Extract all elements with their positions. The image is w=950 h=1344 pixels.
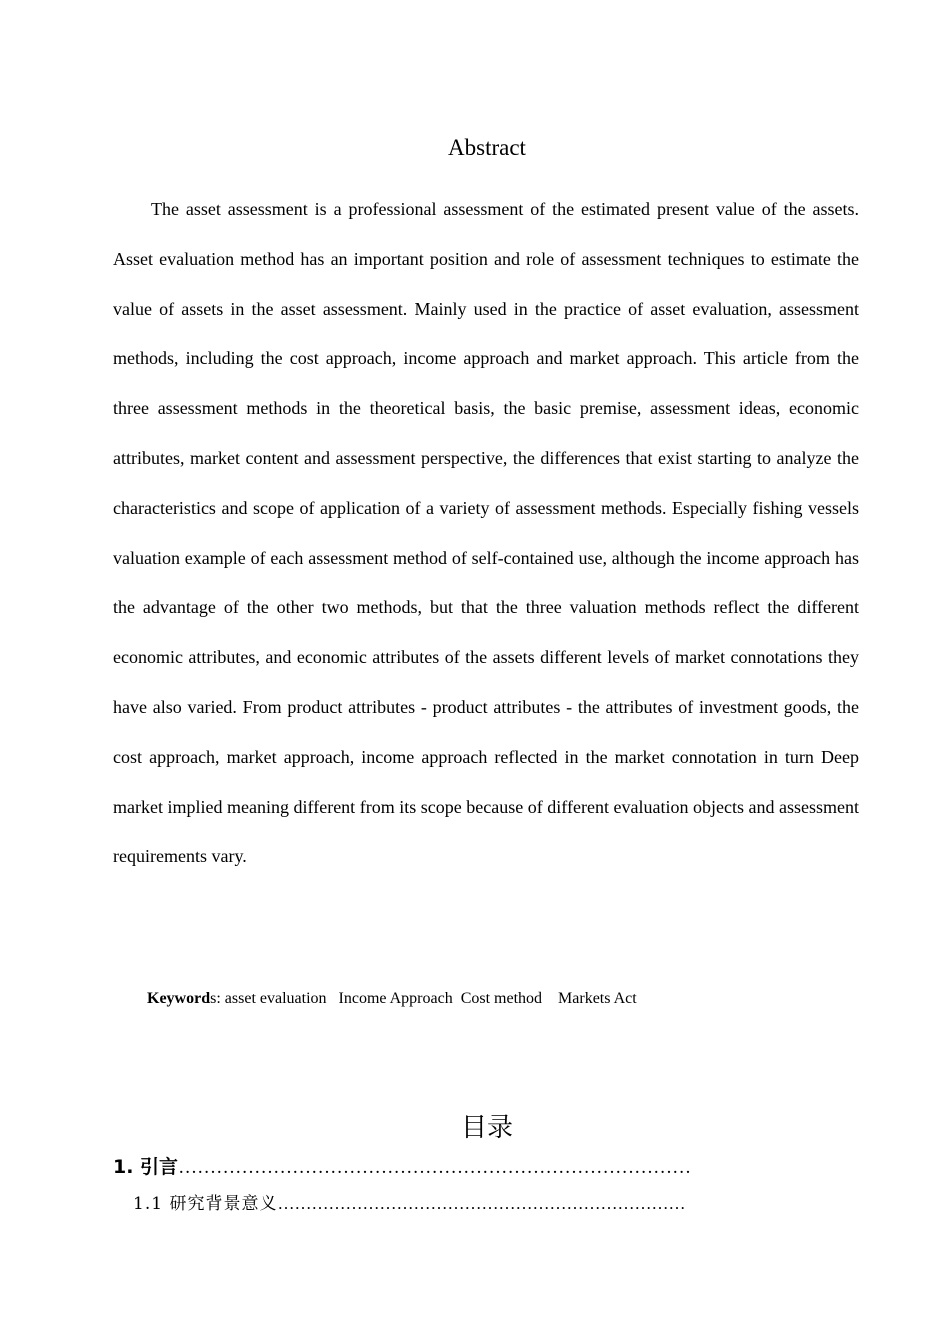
toc-entry-1[interactable] [113, 1153, 691, 1182]
abstract-heading: Abstract [448, 135, 526, 160]
keywords-label-suffix: s: [210, 990, 225, 1007]
toc-entry-1-1[interactable] [133, 1191, 685, 1217]
toc-entry-leader: ……………………………………………………………… [277, 1194, 686, 1213]
abstract-body: The asset assessment is a professional assessment of the estimated present value of the assets. Asset evaluation method has an important position and role of assessment techniques to estimate the value of assets in the asset assessment. Mainly used in the practice of asset evaluation, assessment methods, including the cost approach, income approach and market approach. This article from the three assessment methods in the theoretical basis, the basic premise, assessment ideas, economic attributes, market content and assessment perspective, the differences that exist starting to analyze the characteristics and scope of application of a variety of assessment methods. Especially fishing vessels valuation example of each assessment method of self-contained use, although the income approach has the advantage of the other two methods, but that the three valuation methods reflect the different economic attributes, and economic attributes of the assets different levels of market connotations they have also varied. From product attributes - product attributes - the attributes of investment goods, the cost approach, market approach, income approach reflected in the market connotation in turn Deep market implied meaning different from its scope because of different evaluation objects and assessment requirements vary. [113, 199, 859, 867]
toc-entry-leader: ……………………………………………………………………… [178, 1157, 692, 1178]
keywords-label-bold: Keyword [147, 990, 211, 1007]
keywords-line [147, 988, 637, 1010]
toc-entry-label: 1.1 研究背景意义 [133, 1194, 278, 1214]
toc-entry-label: 1. 引言 [113, 1156, 179, 1178]
toc-heading: 目录 [460, 1113, 513, 1142]
keywords-items: asset evaluation Income Approach Cost method Markets Act [224, 990, 637, 1007]
